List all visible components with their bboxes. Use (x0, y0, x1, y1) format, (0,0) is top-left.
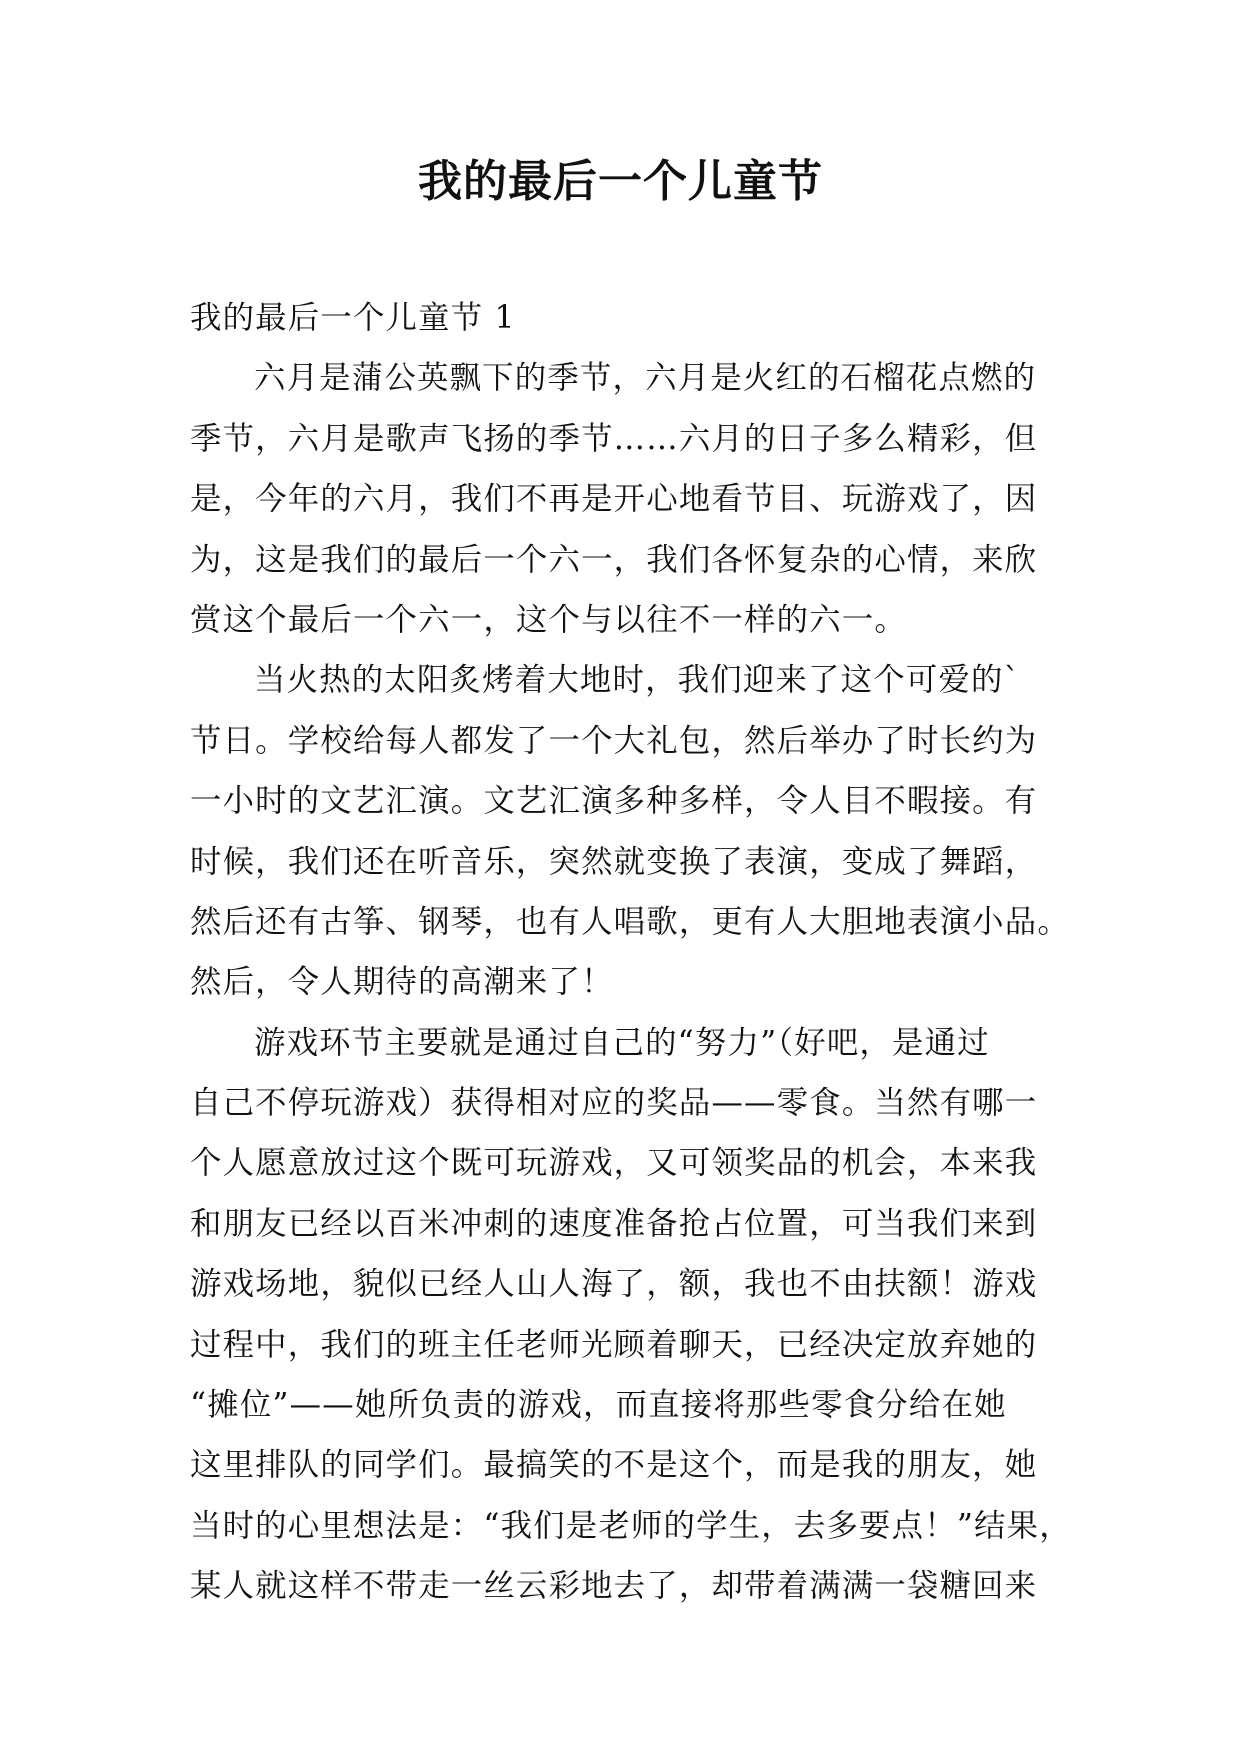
paragraph-line: 这里排队的同学们。最搞笑的不是这个，而是我的朋友，她 (190, 1447, 1038, 1484)
paragraph-line: 游戏场地，貌似已经人山人海了，额，我也不由扶额！游戏 (190, 1266, 1038, 1303)
paragraph-line: 和朋友已经以百米冲刺的速度准备抢占位置，可当我们来到 (190, 1205, 1038, 1242)
paragraph-line: 然后还有古筝、钢琴，也有人唱歌，更有人大胆地表演小品。 (190, 903, 1070, 940)
paragraph-line: 一小时的文艺汇演。文艺汇演多种多样，令人目不暇接。有 (190, 783, 1038, 820)
paragraph-line: “摊位”——她所负责的游戏，而直接将那些零食分给在她 (190, 1387, 1007, 1424)
paragraph-line: 自己不停玩游戏）获得相对应的奖品——零食。当然有哪一 (190, 1085, 1038, 1122)
document-title: 我的最后一个儿童节 (418, 156, 823, 207)
section-heading: 我的最后一个儿童节 1 (190, 300, 516, 336)
paragraph-line: 赏这个最后一个六一，这个与以往不一样的六一。 (190, 601, 907, 638)
paragraph-line: 时候，我们还在听音乐，突然就变换了表演，变成了舞蹈， (190, 843, 1038, 880)
document-body (190, 288, 1072, 1617)
paragraph-line: 当火热的太阳炙烤着大地时，我们迎来了这个可爱的` (254, 662, 1021, 699)
paragraph-line: 当时的心里想法是：“我们是老师的学生，去多要点！”结果， (190, 1507, 1072, 1544)
paragraph-line: 六月是蒲公英飘下的季节，六月是火红的石榴花点燃的 (254, 360, 1037, 397)
paragraph-line: 然后，令人期待的高潮来了！ (190, 964, 614, 1001)
paragraph-line: 个人愿意放过这个既可玩游戏，又可领奖品的机会，本来我 (190, 1145, 1038, 1182)
paragraph-line: 为，这是我们的最后一个六一，我们各怀复杂的心情，来欣 (190, 541, 1038, 578)
paragraph-line: 季节，六月是歌声飞扬的季节……六月的日子多么精彩，但 (190, 420, 1038, 457)
paragraph-line: 游戏环节主要就是通过自己的“努力”（好吧，是通过 (254, 1024, 990, 1061)
paragraph-line: 过程中，我们的班主任老师光顾着聊天，已经决定放弃她的 (190, 1326, 1038, 1363)
paragraph-line: 某人就这样不带走一丝云彩地去了，却带着满满一袋糖回来 (190, 1568, 1038, 1605)
paragraph-line: 是，今年的六月，我们不再是开心地看节目、玩游戏了，因 (190, 481, 1038, 518)
paragraph-line: 节日。学校给每人都发了一个大礼包，然后举办了时长约为 (190, 722, 1038, 759)
